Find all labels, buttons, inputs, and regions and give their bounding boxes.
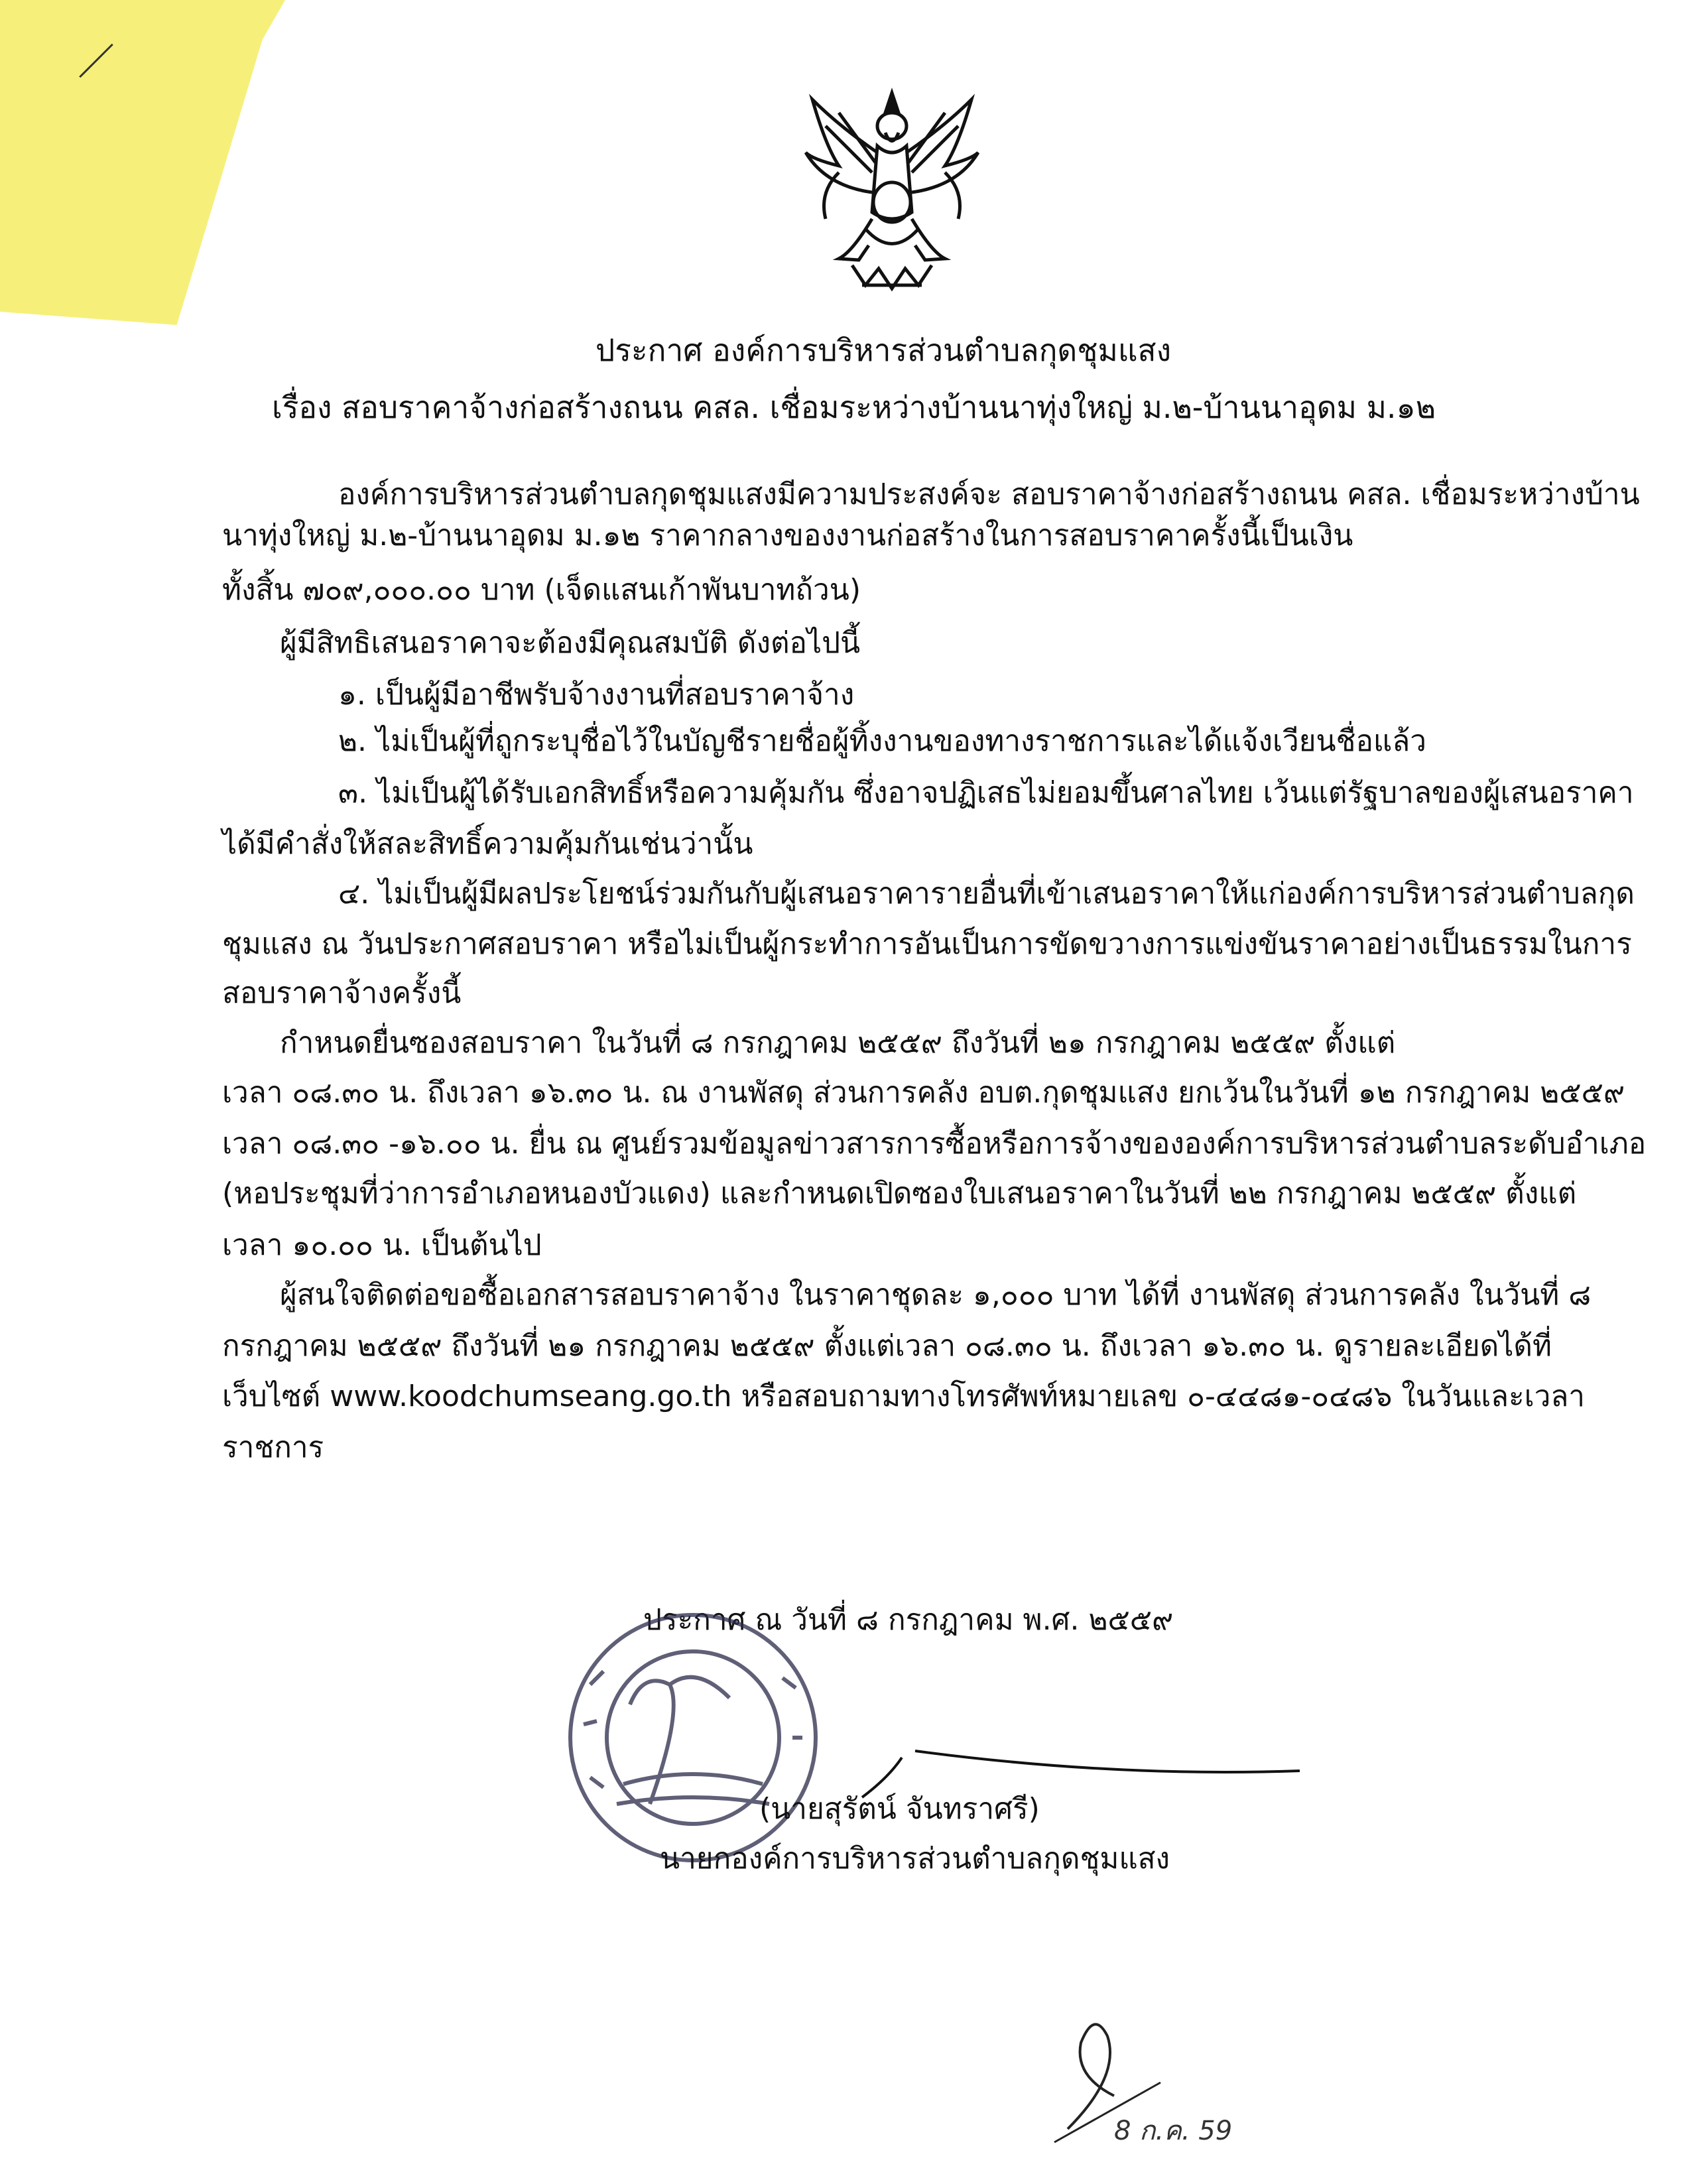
announcement-subject: เรื่อง สอบราคาจ้างก่อสร้างถนน คสล. เชื่อมระหว่างบ้านนาทุ่งใหญ่ ม.๒-บ้านนาอุดม ม.๑๒: [272, 389, 1436, 425]
qualification-item: ๓. ไม่เป็นผู้ได้รับเอกสิทธิ์หรือความคุ้มกัน ซึ่งอาจปฏิเสธไม่ยอมขึ้นศาลไทย เว้นแต่รัฐบาลของผู้เสนอราคา: [338, 776, 1634, 810]
contact-line: ผู้สนใจติดต่อขอซื้อเอกสารสอบราคาจ้าง ในราคาชุดละ ๑,๐๐๐ บาท ได้ที่ งานพัสดุ ส่วนการคลัง ในวันที่ ๘: [280, 1278, 1592, 1312]
qualification-item: ชุมแสง ณ วันประกาศสอบราคา หรือไม่เป็นผู้กระทำการอันเป็นการขัดขวางการแข่งขันราคาอย่างเป็นธรรมในการ: [222, 927, 1632, 961]
handwritten-date: 8 ก.ค. 59: [1114, 2116, 1233, 2146]
intro-line: องค์การบริหารส่วนตำบลกุดชุมแสงมีความประสงค์จะ สอบราคาจ้างก่อสร้างถนน คสล. เชื่อมระหว่างบ้าน: [338, 478, 1640, 511]
yellow-sticky-note: [0, 0, 285, 332]
qualification-item: ได้มีคำสั่งให้สละสิทธิ์ความคุ้มกันเช่นว่านั้น: [222, 827, 753, 861]
qualification-heading: ผู้มีสิทธิเสนอราคาจะต้องมีคุณสมบัติ ดังต่อไปนี้: [280, 626, 861, 660]
signer-name: (นายสุรัตน์ จันทราศรี): [759, 1792, 1040, 1826]
submission-line: กำหนดยื่นซองสอบราคา ในวันที่ ๘ กรกฎาคม ๒๕๕๙ ถึงวันที่ ๒๑ กรกฎาคม ๒๕๕๙ ตั้งแต่: [280, 1026, 1396, 1060]
qualification-item: สอบราคาจ้างครั้งนี้: [222, 976, 462, 1010]
contact-line: เว็บไซต์ www.koodchumseang.go.th หรือสอบถามทางโทรศัพท์หมายเลข ๐-๔๔๘๑-๐๔๘๖ ในวันและเวลา: [222, 1380, 1586, 1413]
intro-line: ทั้งสิ้น ๗๐๙,๐๐๐.๐๐ บาท (เจ็ดแสนเก้าพันบาทถ้วน): [222, 573, 861, 607]
handwritten-initial-icon: [1028, 1996, 1306, 2182]
qualification-item: ๒. ไม่เป็นผู้ที่ถูกระบุชื่อไว้ในบัญชีรายชื่อผู้ทิ้งงานของทางราชการและได้แจ้งเวียนชื่อแล้ว: [338, 724, 1426, 758]
contact-line: กรกฎาคม ๒๕๕๙ ถึงวันที่ ๒๑ กรกฎาคม ๒๕๕๙ ตั้งแต่เวลา ๐๘.๓๐ น. ถึงเวลา ๑๖.๓๐ น. ดูรายละเอียดได้ที่: [222, 1329, 1552, 1363]
qualification-item: ๔. ไม่เป็นผู้มีผลประโยชน์ร่วมกันกับผู้เสนอราคารายอื่นที่เข้าเสนอราคาให้แก่องค์การบริหารส่วนตำบลกุด: [338, 877, 1635, 911]
contact-line: ราชการ: [222, 1431, 324, 1464]
qualification-item: ๑. เป็นผู้มีอาชีพรับจ้างงานที่สอบราคาจ้าง: [338, 678, 855, 712]
submission-line: เวลา ๐๘.๓๐ น. ถึงเวลา ๑๖.๓๐ น. ณ งานพัสดุ ส่วนการคลัง อบต.กุดชุมแสง ยกเว้นในวันที่ ๑๒ กรกฎาคม ๒๕๕๙: [222, 1076, 1625, 1110]
announcement-title: ประกาศ องค์การบริหารส่วนตำบลกุดชุมแสง: [595, 332, 1172, 368]
submission-line: เวลา ๐๘.๓๐ -๑๖.๐๐ น. ยื่น ณ ศูนย์รวมข้อมูลข่าวสารการซื้อหรือการจ้างขององค์การบริหารส่วนตำบลระดับอำเภอ: [222, 1127, 1647, 1161]
announcement-date: ประกาศ ณ วันที่ ๘ กรกฎาคม พ.ศ. ๒๕๕๙: [643, 1603, 1174, 1637]
signer-position: นายกองค์การบริหารส่วนตำบลกุดชุมแสง: [660, 1842, 1170, 1876]
submission-line: (หอประชุมที่ว่าการอำเภอหนองบัวแดง) และกำหนดเปิดซองใบเสนอราคาในวันที่ ๒๒ กรกฎาคม ๒๕๕๙ ตั้งแต่: [222, 1177, 1577, 1210]
garuda-emblem-icon: [799, 86, 985, 312]
submission-line: เวลา ๑๐.๐๐ น. เป็นต้นไป: [222, 1228, 542, 1262]
intro-line: นาทุ่งใหญ่ ม.๒-บ้านนาอุดม ม.๑๒ ราคากลางของงานก่อสร้างในการสอบราคาครั้งนี้เป็นเงิน: [222, 519, 1353, 552]
